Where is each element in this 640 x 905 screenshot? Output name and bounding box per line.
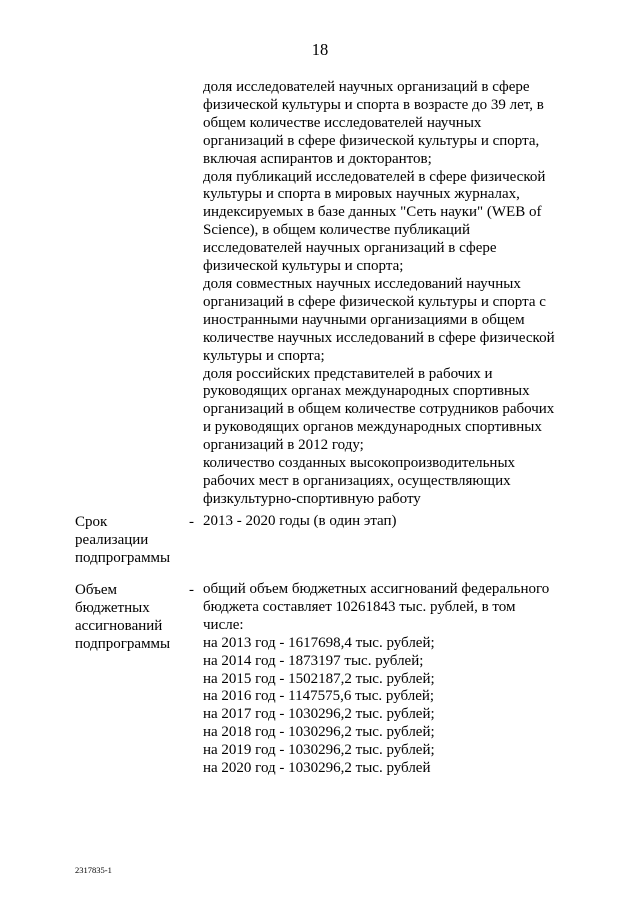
indicator-line: организаций в общем количестве сотрудников рабочих <box>203 401 555 418</box>
funding-label <box>75 581 170 653</box>
funding-line: на 2018 год - 1030296,2 тыс. рублей; <box>203 724 435 741</box>
funding-line: на 2015 год - 1502187,2 тыс. рублей; <box>203 670 435 687</box>
funding-line: на 2014 год - 1873197 тыс. рублей; <box>203 652 424 669</box>
funding-line: бюджета составляет 10261843 тыс. рублей, в том <box>203 598 516 615</box>
funding-line: на 2013 год - 1617698,4 тыс. рублей; <box>203 634 435 651</box>
indicator-line: общем количестве исследователей научных <box>203 114 482 131</box>
indicator-line: физкультурно-спортивную работу <box>203 490 421 507</box>
funding-line: на 2020 год - 1030296,2 тыс. рублей <box>203 760 431 777</box>
indicators-text <box>203 79 555 509</box>
funding-line: числе: <box>203 616 244 633</box>
indicator-line: организаций в сфере физической культуры и спорта, <box>203 132 540 149</box>
indicator-line: количество созданных высокопроизводительных <box>203 455 516 472</box>
funding-line: на 2017 год - 1030296,2 тыс. рублей; <box>203 706 435 723</box>
indicator-line: доля совместных научных исследований научных <box>203 275 521 292</box>
term-label-line: подпрограммы <box>75 550 171 566</box>
indicator-line: исследователей научных организаций в сфере <box>203 240 497 257</box>
indicator-line: организаций в сфере физической культуры и спорта с <box>203 293 546 310</box>
funding-value <box>203 581 549 778</box>
indicator-line: включая аспирантов и докторантов; <box>203 150 432 167</box>
indicator-line: доля исследователей научных организаций в сфере <box>203 79 530 95</box>
indicator-line: физической культуры и спорта в возрасте до 39 лет, в <box>203 96 544 113</box>
indicator-line: доля российских представителей в рабочих и <box>203 365 493 382</box>
funding-dash: - <box>189 582 194 598</box>
term-dash: - <box>189 514 194 530</box>
indicator-line: культуры и спорта; <box>203 347 325 364</box>
funding-label-line: бюджетных <box>75 600 150 616</box>
funding-line: общий объем бюджетных ассигнований федерального <box>203 581 550 597</box>
indicator-line: и руководящих органов международных спортивных <box>203 419 542 436</box>
page-number: 18 <box>311 40 329 59</box>
funding-line: на 2019 год - 1030296,2 тыс. рублей; <box>203 742 435 759</box>
term-label-line: Срок <box>75 514 108 530</box>
indicator-line: культуры и спорта в мировых научных журналах, <box>203 186 520 203</box>
indicator-line: иностранными научными организациями в общем <box>203 311 525 328</box>
funding-label-line: подпрограммы <box>75 636 171 652</box>
indicator-line: рабочих мест в организациях, осуществляющих <box>203 472 511 489</box>
indicator-line: руководящих органах международных спортивных <box>203 383 530 400</box>
term-label <box>75 513 170 567</box>
term-label-line: реализации <box>75 532 149 548</box>
funding-label-line: ассигнований <box>75 618 163 634</box>
indicator-line: индексируемых в базе данных "Сеть науки" (WEB of <box>203 204 542 221</box>
term-value <box>203 513 397 531</box>
indicator-line: Science), в общем количестве публикаций <box>203 222 470 239</box>
indicator-line: организаций в 2012 году; <box>203 437 364 454</box>
document-code: 2317835-1 <box>75 865 112 875</box>
indicator-line: доля публикаций исследователей в сфере физической <box>203 168 546 185</box>
indicator-line: физической культуры и спорта; <box>203 258 404 275</box>
term-value-line: 2013 - 2020 годы (в один этап) <box>203 513 397 529</box>
indicator-line: количестве научных исследований в сфере физической <box>203 329 555 346</box>
funding-line: на 2016 год - 1147575,6 тыс. рублей; <box>203 688 435 705</box>
funding-label-line: Объем <box>75 582 117 598</box>
